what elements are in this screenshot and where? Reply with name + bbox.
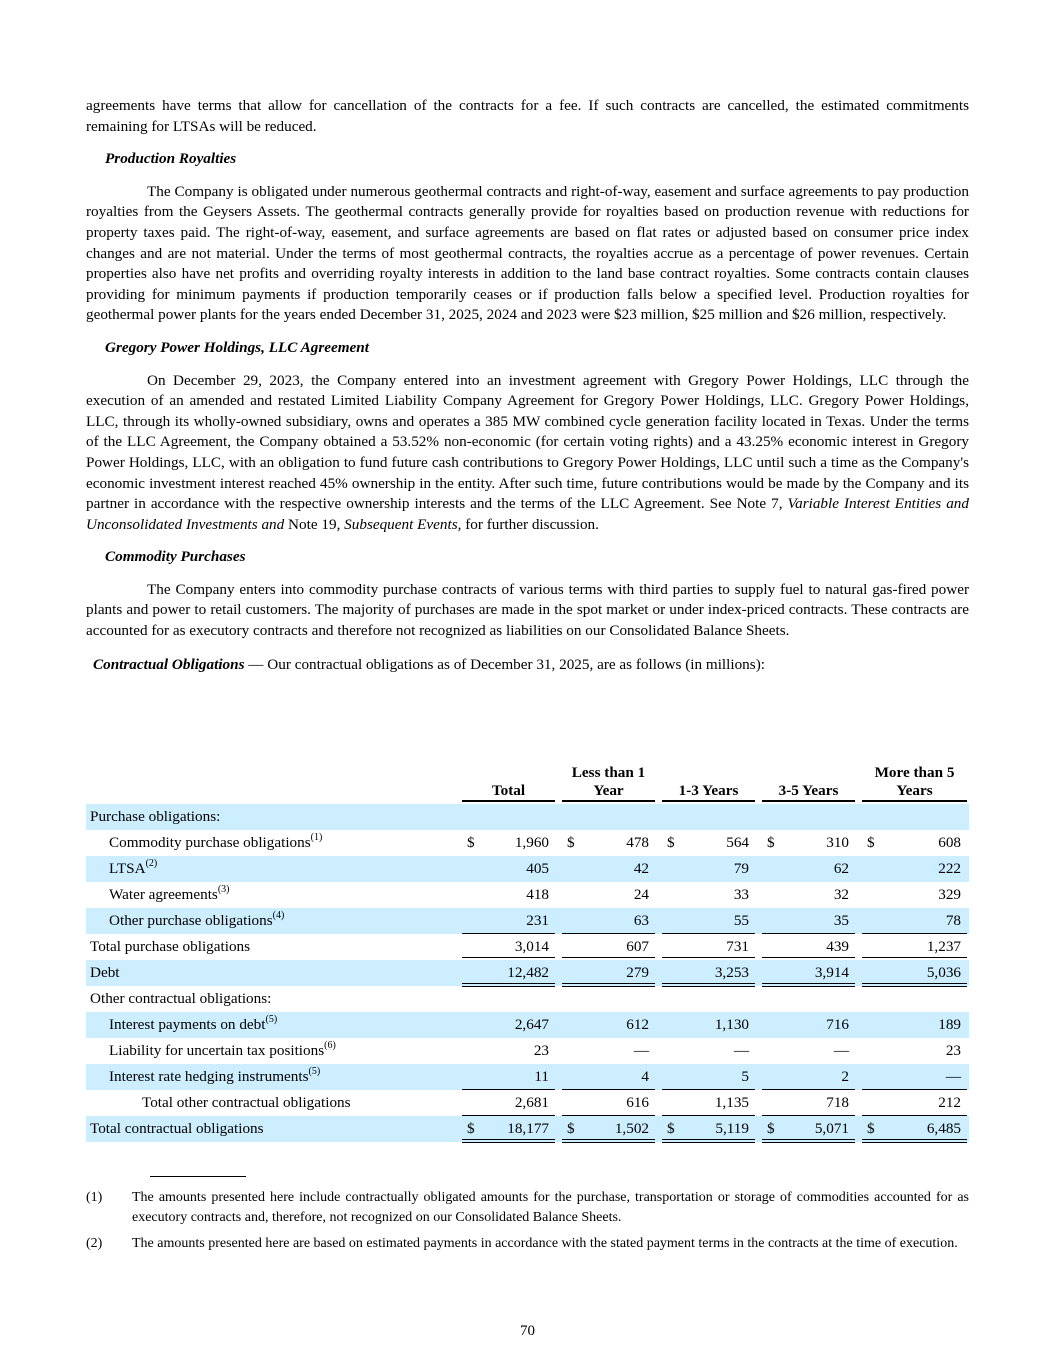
contractual-obligations-table [86, 764, 969, 1142]
paragraph-production-royalties: The Company is obligated under numerous geothermal contracts and right-of-way, easement and surface agreements to pay production royalties from the Geysers Assets. The geothermal contracts generally provide for royalties based on production revenue with reductions for property taxes paid. The right-of-way, easement, and surface agreements are based on flat rates or adjusted based on consumer price index changes and are not material. Under the terms of most geothermal contracts, the royalties accrue as a percentage of power revenues. Certain properties also have net profits and overriding royalty interests in addition to the land base contract royalties. Some contracts contain clauses providing for minimum payments if production temporarily ceases or if production falls below a specified level. Production royalties for geothermal power plants for the years ended December 31, 2025, 2024 and 2023 were $23 million, $25 million and $26 million, respectively. [86, 182, 969, 324]
table-row: Interest payments on debt$^{(5)}$ 2,647 612 1,130 716 189 [86, 1012, 969, 1038]
table-header [86, 764, 969, 804]
column-header-total: Total [462, 782, 555, 802]
table-intro: Contractual Obligations — Our contractual obligations as of December 31, 2025, are as follows (in millions): [93, 655, 765, 673]
column-header-1-3-years: 1-3 Years [662, 782, 755, 802]
table-row-purchase-obligations-header: Purchase obligations: [86, 804, 969, 830]
table-row: Liability for uncertain tax positions$^{(6)}$ 23 — — — 23 [109, 1039, 961, 1059]
table-row-other-obligations-header: Other contractual obligations: [90, 990, 272, 1007]
footnote-2: (2) The amounts presented here are based on estimated payments in accordance with the stated payment terms in the contracts at the time of execution. [86, 1236, 958, 1251]
table-row: Interest rate hedging instruments$^{(5)}$ 11 4 5 2 — [86, 1064, 969, 1090]
column-header-3-5-years: 3-5 Years [762, 782, 855, 802]
paragraph-commodity-purchases: The Company enters into commodity purchase contracts of various terms with third parties to supply fuel to natural gas-fired power plants and power to retail customers. The majority of purchases are made in the spot market or under index-priced contracts. These contracts are accounted for as executory contracts and therefore not recognized as liabilities on our Consolidated Balance Sheets. [86, 580, 969, 640]
footnote-divider [150, 1176, 246, 1177]
column-header-less-than-1-year: Less than 1 Year [562, 764, 655, 802]
column-header-more-than-5-years: More than 5 Years [862, 764, 967, 802]
table-row: Water agreements$^{(3)}$ 418 24 33 32 329 [109, 883, 961, 903]
footnote-1: (1) The amounts presented here include contractually obligated amounts for the purchase, transportation or storage of commodities accounted for as executory contracts and, therefore, not recognized on our Consolidated Balance Sheets. [86, 1190, 969, 1225]
document-body [86, 96, 969, 675]
table-row-total-other-obligations: Total other contractual obligations 2,681 616 1,135 718 212 [86, 1090, 969, 1116]
heading-production-royalties: Production Royalties [105, 150, 237, 168]
page-number: 70 [520, 1323, 535, 1339]
paragraph-gregory-power: On December 29, 2023, the Company entered into an investment agreement with Gregory Power Holdings, LLC through the execution of an amended and restated Limited Liability Company Agreement for Gregory Power Holdings, LLC. Gregory Power Holdings, LLC, through its wholly-owned subsidiary, owns and operates a 385 MW combined cycle generation facility located in Texas. Under the terms of the LLC Agreement, the Company obtained a 53.52% non-economic (for certain voting rights) and a 43.25% economic interest in Gregory Power Holdings, LLC, with an obligation to fund future cash contributions to Gregory Power Holdings, LLC until such a time as the Company's economic investment interest reached 45% ownership in the entity. After such time, future contributions would be made by the Company and its partner in accordance with the respective ownership interests and the terms of the LLC Agreement. See Note 7, Variable Interest Entities and Unconsolidated Investments and Note 19, Subsequent Events, for further discussion. [86, 371, 969, 533]
table-row: LTSA$^{(2)}$ 405 42 79 62 222 [86, 856, 969, 882]
table-row-total-purchase-obligations: Total purchase obligations 3,014 607 731 439 1,237 [86, 934, 969, 960]
heading-gregory-power: Gregory Power Holdings, LLC Agreement [105, 338, 369, 356]
heading-commodity-purchases: Commodity Purchases [105, 548, 246, 566]
intro-continuation: agreements have terms that allow for cancellation of the contracts for a fee. If such contracts are cancelled, the estimated commitments remaining for LTSAs will be reduced. [86, 97, 969, 135]
heading-contractual-obligations: Contractual Obligations [93, 655, 245, 673]
table-row: Other purchase obligations$^{(4)}$ 231 63 55 35 78 [86, 908, 969, 934]
note-19-title: , Subsequent Events, [336, 515, 462, 533]
table-row: Commodity purchase obligations$^{(1)}$ $ 1,960 $ 478 $ 564 $ 310 $ 608 [109, 831, 961, 851]
table-row-debt: Debt 12,482 279 3,253 3,914 5,036 [86, 960, 969, 986]
note-7-title: Variable Interest Entities and Unconsolidated Investments and [86, 495, 969, 533]
table-row-total-contractual-obligations: Total contractual obligations $ 18,177 $ 1,502 $ 5,119 $ 5,071 $ 6,485 [86, 1116, 969, 1142]
footnotes [86, 1188, 969, 1261]
